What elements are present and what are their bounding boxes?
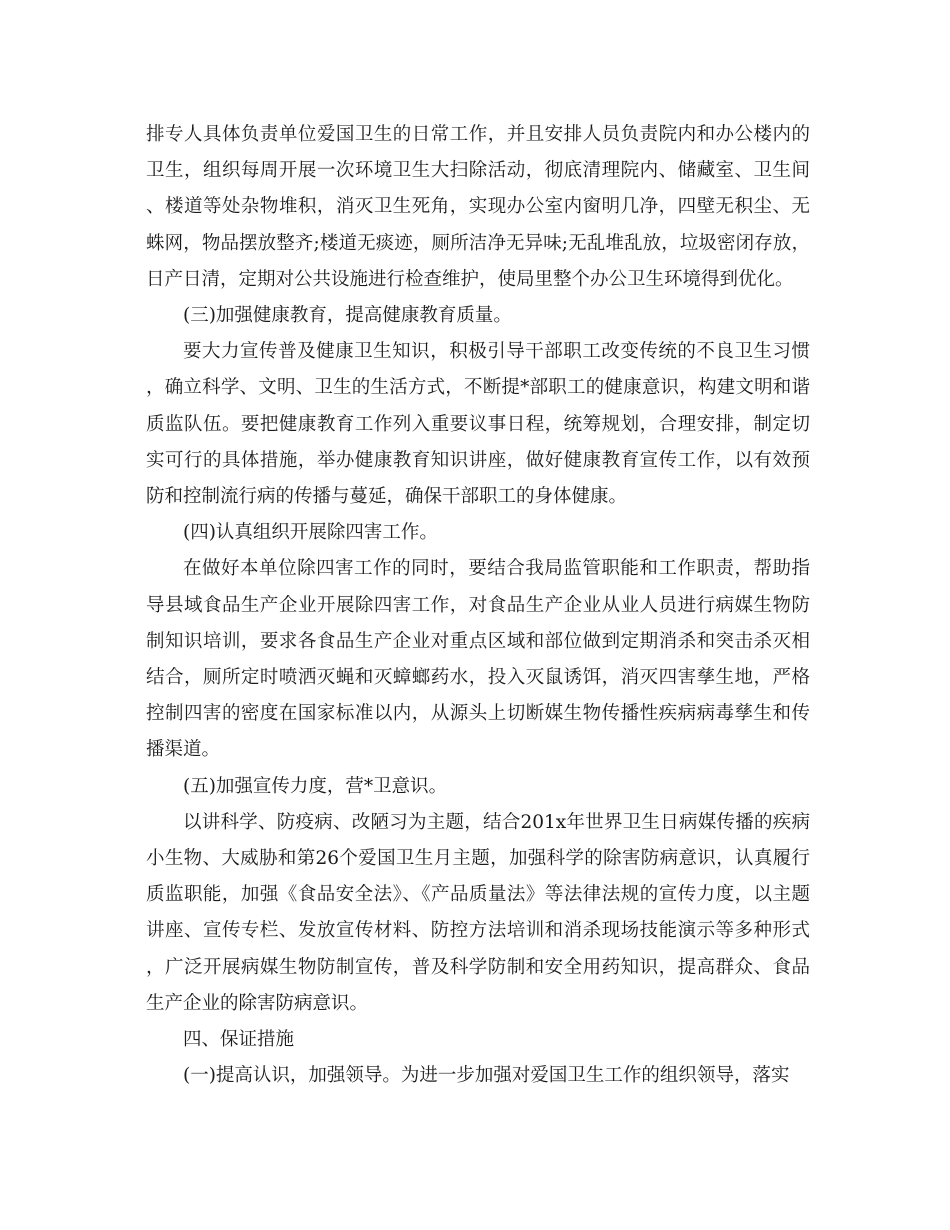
paragraph-four-pests: 在做好本单位除四害工作的同时，要结合我局监管职能和工作职责，帮助指导县域食品生产企业开展除四害工作，对食品生产企业从业人员进行病媒生物防制知识培训，要求各食品生产企业对重点区域和部位做到定期消杀和突击杀灭相结合，厕所定时喷洒灭蝇和灭蟑螂药水，投入灭鼠诱饵，消灭四害孳生地，严格控制四害的密度在国家标准以内，从源头上切断媒生物传播性疾病病毒孳生和传播渠道。 (146, 558, 810, 761)
paragraph-publicity: 以讲科学、防疫病、改陋习为主题，结合201x年世界卫生日病媒传播的疾病小生物、大威胁和第26个爱国卫生月主题，加强科学的除害防病意识，认真履行质监职能，加强《食品安全法》、《产品质量法》等法律法规的宣传力度，以主题讲座、宣传专栏、发放宣传材料、防控方法培训和消杀现场技能演示等多种形式，广泛开展病媒生物防制宣传，普及科学防制和安全用药知识，提高群众、食品生产企业的除害防病意识。 (146, 811, 810, 1014)
paragraph-continued: 排专人具体负责单位爱国卫生的日常工作，并且安排人员负责院内和办公楼内的卫生，组织每周开展一次环境卫生大扫除活动，彻底清理院内、储藏室、卫生间、楼道等处杂物堆积，消灭卫生死角，实现办公室内窗明几净，四壁无积尘、无蛛网，物品摆放整齐;楼道无痰迹，厕所洁净无异味;无乱堆乱放，垃圾密闭存放，日产日清，定期对公共设施进行检查维护，使局里整个办公卫生环境得到优化。 (146, 124, 810, 290)
section-heading-3: (三)加强健康教育，提高健康教育质量。 (183, 305, 512, 327)
paragraph-health-education: 要大力宣传普及健康卫生知识，积极引导干部职工改变传统的不良卫生习惯，确立科学、文明、卫生的生活方式，不断提*部职工的健康意识，构建文明和谐质监队伍。要把健康教育工作列入重要议事日程，统筹规划，合理安排，制定切实可行的具体措施，举办健康教育知识讲座，做好健康教育宣传工作，以有效预防和控制流行病的传播与蔓延，确保干部职工的身体健康。 (146, 341, 810, 508)
section-heading-4: (四)认真组织开展除四害工作。 (183, 522, 438, 544)
section-heading-5: (五)加强宣传力度，营*卫意识。 (183, 775, 448, 797)
paragraph-leadership: (一)提高认识，加强领导。为进一步加强对爱国卫生工作的组织领导，落实 (183, 1065, 790, 1087)
section-heading-measures: 四、保证措施 (183, 1029, 295, 1051)
document-page (146, 117, 810, 1094)
